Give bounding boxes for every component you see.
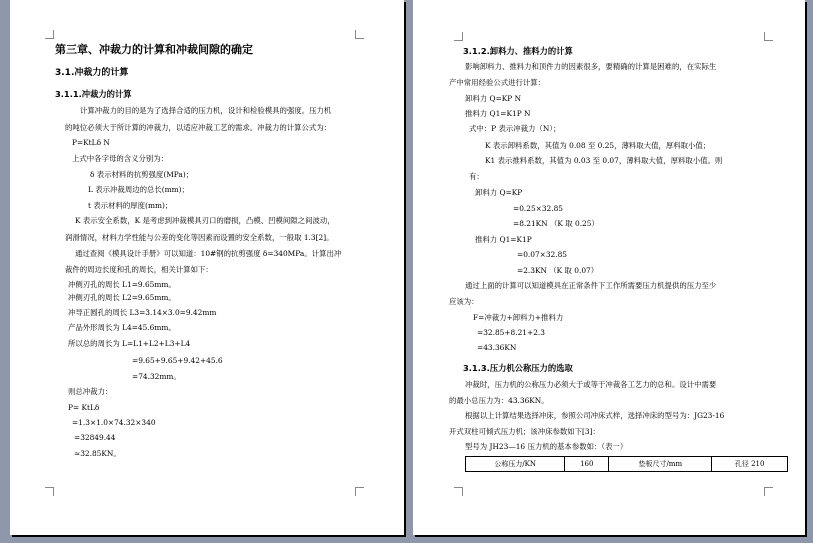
body-text-line: 则总冲裁力：: [68, 387, 113, 396]
body-text-line: 推料力 Q1=K1P: [475, 235, 532, 244]
body-text-line: 产中常用经验公式进行计算：: [449, 78, 546, 87]
body-text-line: =0.25×32.85: [513, 204, 563, 213]
body-text-line: 冲侧刃孔的周长 L1=9.65mm。: [68, 280, 176, 289]
page-2: [413, 0, 805, 535]
subsection-heading: 3.1.2.卸料力、推料力的计算: [463, 46, 573, 56]
table-cell: 垫板尺寸/mm: [609, 457, 712, 472]
body-text-line: K 表示卸料系数，其值为 0.08 至 0.25，薄料取大值，厚料取小值；: [485, 141, 711, 150]
body-text-line: F=冲裁力+卸料力+推料力: [473, 313, 564, 322]
press-parameters-table: [465, 456, 788, 472]
body-text-line: =9.65+9.65+9.42+45.6: [132, 356, 223, 365]
body-text-line: 产品外形周长为 L4=45.6mm。: [68, 323, 176, 332]
body-text-line: 影响卸料力、推料力和顶件力的因素很多，要精确的计算是困难的，在实际生: [465, 62, 717, 71]
body-text-line: t 表示材料的厚度(mm)；: [88, 201, 173, 210]
body-text-line: 式中：P 表示冲裁力（N）；: [469, 124, 561, 133]
body-text-line: 通过上面的计算可以知道模具在正常条件下工作所需要压力机提供的压力至少: [465, 281, 717, 290]
body-text-line: =32.85+8.21+2.3: [477, 328, 545, 337]
margin-corner: [764, 487, 773, 496]
page-1: [10, 0, 404, 535]
body-text-line: 润滑情况，材料力学性能与公差的变化等因素而设置的安全系数，一般取 1.3[2]。: [65, 233, 334, 242]
body-text-line: 冲裁时，压力机的公称压力必须大于或等于冲裁各工艺力的总和。设计中需要: [465, 380, 717, 389]
margin-corner: [454, 487, 463, 496]
body-text-line: =43.36KN: [477, 343, 517, 352]
table-cell: 160: [565, 457, 609, 472]
section-heading: 3.1.冲裁力的计算: [55, 68, 129, 78]
body-text-line: 根据以上计算结果选择冲床，参照公司冲床式样，选择冲床的型号为：JG23-16: [465, 411, 725, 420]
body-text-line: =0.07×32.85: [517, 250, 567, 259]
body-text-line: 卸料力 Q=KP: [475, 188, 523, 197]
body-text-line: ≈32.85KN。: [74, 449, 121, 458]
chapter-heading: 第三章、冲裁力的计算和冲裁间隙的确定: [55, 43, 253, 56]
margin-corner: [355, 30, 364, 39]
body-text-line: 所以总的周长为 L=L1+L2+L3+L4: [68, 339, 191, 348]
body-text-line: K1 表示推料系数，其值为 0.03 至 0.07，薄料取大值，厚料取小值。则: [485, 156, 723, 165]
body-text-line: 计算冲裁力的目的是为了选择合适的压力机，设计和检验模具的强度。压力机: [80, 106, 332, 115]
body-text-line: =1.3×1.0×74.32×340: [72, 418, 156, 427]
body-text-line: 的最小总压力为：43.36KN。: [449, 396, 549, 405]
body-text-line: 应该为：: [449, 297, 479, 306]
body-text-line: 型号为 JH23—16 压力机的基本参数如：（表一）: [465, 442, 628, 451]
body-text-line: L 表示冲裁周边的总长(mm)；: [88, 185, 189, 194]
body-text-line: 开式双柱可倾式压力机；该冲床参数如下[3]：: [449, 427, 600, 436]
margin-corner: [45, 487, 54, 496]
body-text-line: P= KtLδ: [68, 403, 100, 412]
margin-corner: [45, 30, 54, 39]
body-text-line: =32849.44: [74, 433, 116, 442]
table-cell: 公称压力/KN: [466, 457, 565, 472]
body-text-line: K 表示安全系数，K 是考虑到冲裁模具刃口的磨损，凸模、凹模间隙之间波动，: [75, 216, 335, 225]
body-text-line: 冲侧刃孔的周长 L2=9.65mm。: [68, 293, 176, 302]
table-cell: 孔径 210: [712, 457, 788, 472]
subsection-heading: 3.1.3.压力机公称压力的选取: [463, 363, 573, 373]
margin-corner: [764, 32, 773, 41]
margin-corner: [454, 32, 463, 41]
body-text-line: δ 表示材料的抗剪强度(MPa)；: [90, 170, 194, 179]
body-text-line: 裁件的周边长度和孔的周长，相关计算如下：: [65, 265, 213, 274]
subsection-heading: 3.1.1.冲裁力的计算: [55, 89, 132, 99]
body-text-line: =2.3KN （K 取 0.07）: [517, 266, 599, 275]
body-text-line: =8.21KN （K 取 0.25）: [513, 219, 599, 228]
margin-corner: [355, 487, 364, 496]
body-text-line: 有：: [469, 172, 484, 181]
body-text-line: 卸料力 Q=KP N: [465, 94, 522, 103]
body-text-line: P=KtLδ N: [72, 138, 110, 147]
body-text-line: 推料力 Q1=K1P N: [465, 109, 531, 118]
body-text-line: =74.32mm。: [132, 372, 181, 381]
body-text-line: 的吨位必须大于所计算的冲裁力，以适应冲裁工艺的需求。冲裁力的计算公式为：: [65, 123, 332, 132]
body-text-line: 上式中各字母的含义分别为：: [72, 154, 169, 163]
body-text-line: 冲导正圆孔的周长 L3=3.14×3.0=9.42mm: [68, 308, 217, 317]
table-row: [466, 457, 788, 472]
body-text-line: 通过查阅《模具设计手册》可以知道：10#钢的抗剪强度 δ=340MPa。计算出冲: [75, 249, 342, 258]
